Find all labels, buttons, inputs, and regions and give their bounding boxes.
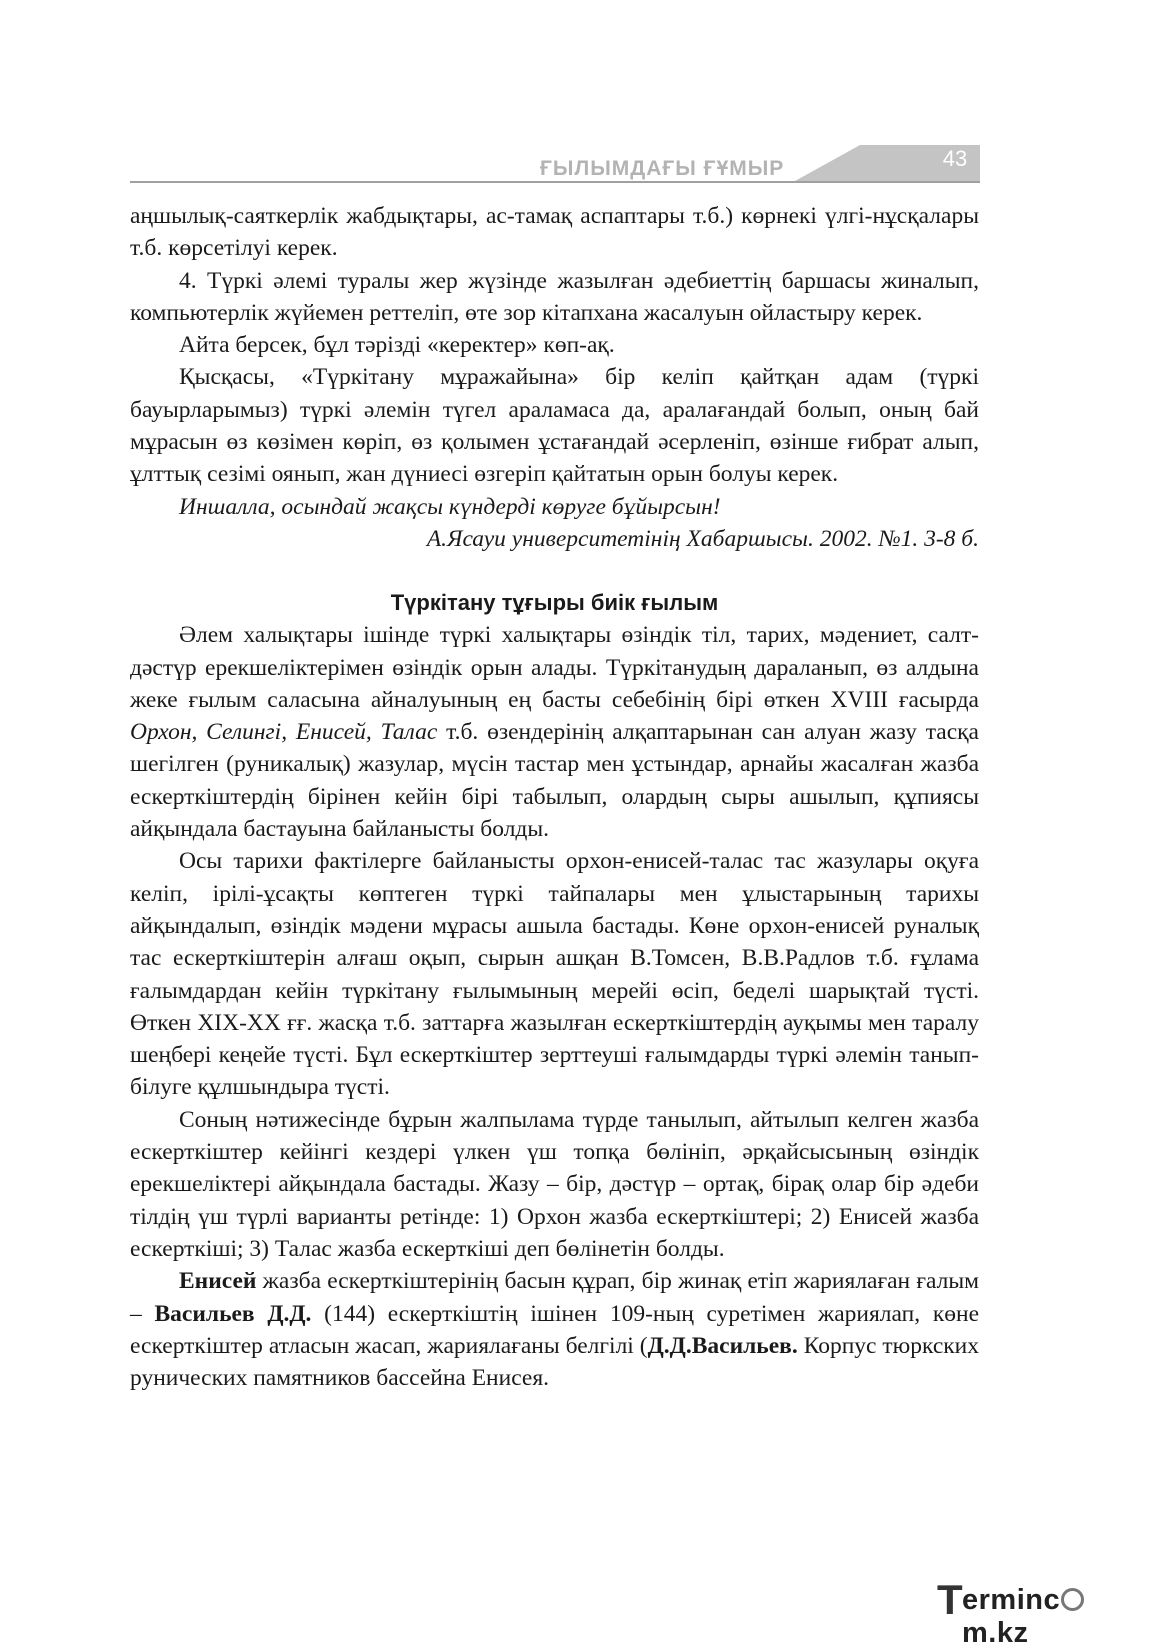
magnifier-icon	[1061, 1588, 1084, 1611]
text-run: жазба ескерткіштерінің басын құрап, бір жинақ етіп жариялаған ғалым –	[130, 1268, 979, 1327]
bold-term: Енисей	[179, 1268, 257, 1295]
watermark-part: c	[1043, 1584, 1061, 1616]
text-run: Корпус тюркских рунических памятников бассейна Енисея.	[130, 1332, 979, 1392]
text-run: Әлем халықтары ішінде түркі халықтары өзіндік тіл, тарих, мәдениет, салт-дәстүр ерекшеліктерімен өзіндік орын алады. Түркітанудың дараланып, өз алдына жеке ғылым саласына айналуының ең басты себебінің бірі өткен XVIII ғасырда	[130, 622, 979, 713]
closing-wish: Иншалла, осындай жақсы күндерді көруге бұйырсын!	[179, 493, 721, 520]
paragraph: Осы тарихи фактілерге байланысты орхон-енисей-талас тас жазулары оқуға келіп, ірілі-ұсақты көптеген түркі тайпалары мен ұлыстарының тарихы айқындалып, өзіндік мәдени мұрасы ашыла бастады. Көне орхон-енисей руналық тас ескерткіштерін алғаш оқып, сырын ашқан В.Томсен, В.В.Радлов т.б. ғұлама ғалымдардан кейін түркітану ғылымының мерейі өсіп, беделі шарықтай түсті. Өткен XIX-XX ғғ. жасқа т.б. заттарға жазылған ескерткіштердің ауқымы мен таралу шеңбері кеңейе түсті. Бұл ескерткіштер зерттеуші ғалымдарды түркі әлемін танып-білуге құлшындыра түсті.	[130, 848, 979, 1101]
text-run: т.б. өзендерінің алқаптарынан сан алуан жазу тасқа шегілген (руникалық) жазулар, мүсін тастар мен ұстындар, арнайы жасалған жазба ескерткіштердің бірінен кейін бірі табылып, олардың сыры ашылып, құпиясы айқындала бастауына байланысты болды.	[130, 719, 979, 843]
bold-term: Д.Д.Васильев.	[647, 1332, 798, 1359]
paragraph: аңшылық-саяткерлік жабдықтары, ас-тамақ аспаптары т.б.) көрнекі үлгі-нұсқалары т.б. көрсетілуі керек.	[130, 203, 979, 262]
page-number: 43	[942, 146, 968, 171]
section-heading: Түркітану тұғыры биік ғылым	[390, 590, 719, 616]
watermark-text	[962, 1584, 1150, 1650]
watermark-part: m.kz	[962, 1617, 1029, 1649]
text-run: (144) ескерткіштің ішінен 109-ның суретімен жариялап, көне ескерткіштер атласын жасап, жариялағаны белгілі (	[130, 1300, 980, 1359]
watermark-initial: T	[937, 1576, 963, 1623]
watermark-part: ermin	[962, 1584, 1044, 1616]
watermark-logo	[937, 1576, 1150, 1649]
source-citation: А.Ясауи университетінің Хабаршысы. 2002. №1. 3-8 б.	[426, 525, 979, 552]
page-body	[130, 200, 979, 1394]
paragraph	[130, 619, 979, 845]
paragraph: Соның нәтижесінде бұрын жалпылама түрде танылып, айтылып келген жазба ескерткіштер кейінгі кездері үлкен үш топқа бөлініп, әрқайсысының өзіндік ерекшеліктері айқындала бастады. Жазу – бір, дәстүр – ортақ, бірақ олар бір әдеби тілдің үш түрлі варианты ретінде: 1) Орхон жазба ескерткіштері; 2) Енисей жазба ескерткіші; 3) Талас жазба ескерткіші деп бөлінетін болды.	[130, 1106, 979, 1262]
paragraph: 4. Түркі әлемі туралы жер жүзінде жазылған әдебиеттің баршасы жиналып, компьютерлік жүйемен реттеліп, өте зор кітапхана жасалуын ойластыру керек.	[130, 267, 979, 326]
bold-term: Васильев Д.Д.	[154, 1300, 312, 1327]
paragraph	[130, 1265, 979, 1394]
paragraph: Қысқасы, «Түркітану мұражайына» бір келіп қайтқан адам (түркі бауырларымыз) түркі әлемін түгел араламаса да, аралағандай болып, оның бай мұрасын өз көзімен көріп, өз қолымен ұстағандай әсерленіп, өзінше ғибрат алып, ұлттық сезімі оянып, жан дүниесі өзгеріп қайтатын орын болуы керек.	[130, 364, 979, 488]
place-names: Орхон, Селингі, Енисей, Талас	[130, 719, 438, 746]
section-title: ҒЫЛЫМДАҒЫ ҒҰМЫР	[540, 157, 785, 180]
running-header	[130, 140, 980, 188]
paragraph: Айта берсек, бұл тәрізді «керектер» көп-ақ.	[179, 332, 615, 359]
